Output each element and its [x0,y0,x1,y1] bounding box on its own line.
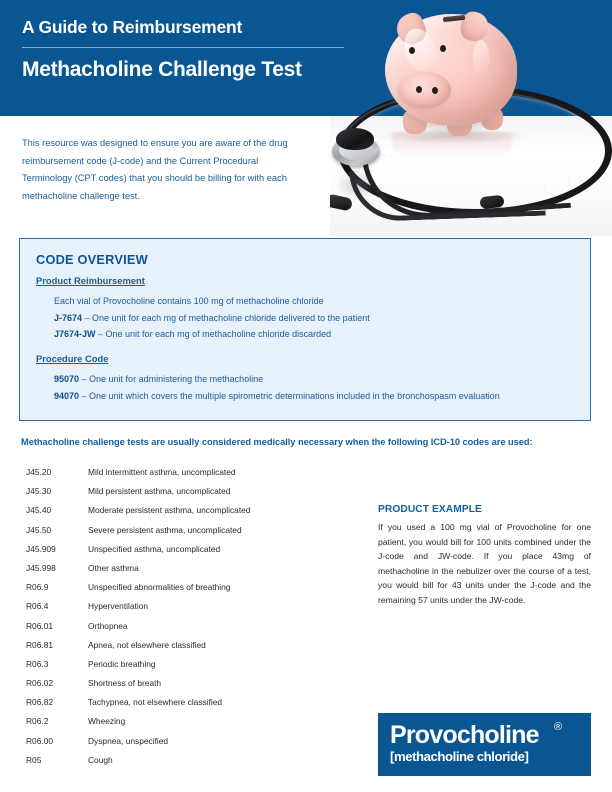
icd-code: R06.2 [26,716,49,727]
piggy-eye-left [409,47,415,54]
icd-description: Dyspnea, unspecified [88,735,169,746]
piggy-snout [399,72,451,108]
icd-description: Apnea, not elsewhere classified [88,639,206,650]
code-overview-panel [19,238,591,421]
table-row [26,678,346,697]
table-row [26,755,346,774]
code-line-text: – One unit for administering the methacholine [79,374,264,384]
icd-description: Unspecified asthma, uncomplicated [88,543,221,554]
chestpiece-bell [336,128,374,150]
code-line-code: 94070 [54,390,80,401]
piggy-eye-right [440,45,446,52]
icd-description: Severe persistent asthma, uncomplicated [88,524,242,535]
code-line-text: – One unit for each mg of methacholine chloride delivered to the patient [82,312,370,323]
icd-code: R06.02 [26,678,54,689]
piggy-nostril-right [432,87,438,94]
table-row [26,563,346,582]
code-line-text: – One unit which covers the multiple spirometric determinations included in the bronchospasm evaluation [79,390,500,401]
code-line-text: Each vial of Provocholine contains 100 mg of methacholine chloride [54,296,324,306]
icd-code: R06.01 [26,620,54,631]
page-title: Methacholine Challenge Test [22,58,302,81]
product-example-block [378,504,591,608]
hero-photo-piggy-bank-stethoscope [330,0,612,236]
icd-code: J45.50 [26,524,52,535]
icd-description: Hyperventilation [88,601,149,612]
icd-code: R06.4 [26,601,49,612]
icd-code: R06.9 [26,582,49,593]
icd-code: J45.30 [26,486,52,497]
code-line [36,388,576,405]
code-line-code: J-7674 [54,312,83,323]
icd-codes-table [26,467,346,774]
table-row [26,601,346,620]
icd-description: Tachypnea, not elsewhere classified [88,697,223,708]
table-row [26,736,346,755]
table-row [26,505,346,524]
table-row [26,697,346,716]
product-example-body: If you used a 100 mg vial of Provocholine for one patient, you would bill for 100 units combined under the J-code and JW-code. If you place 43mg of methacholine in the nebulizer over the course of a test, you would bill for 43 units under the J-code and the remaining 57 units under the JW-code. [378,522,591,605]
icd-code: R06.00 [26,735,54,746]
icd-code: J45.909 [26,543,56,554]
icd-code: J45.20 [26,467,52,477]
table-row [26,621,346,640]
icd-description: Mild intermittent asthma, uncomplicated [88,467,236,477]
icd-description: Periodic breathing [88,658,156,669]
logo-generic-name: [methacholine chloride] [390,749,529,764]
stethoscope-tube-right [349,165,546,223]
section-label-procedure-code: Procedure Code [36,353,109,364]
table-row [26,659,346,678]
table-row [26,640,346,659]
icd-description: Unspecified abnormalities of breathing [88,582,231,593]
section-label-product-reimbursement: Product Reimbursement [36,275,145,286]
piggy-nostril-left [416,86,422,93]
code-line [36,293,576,310]
code-line-code: J7674-JW [54,329,96,339]
icd-code: J45.998 [26,562,56,573]
icd-description: Shortness of breath [88,678,162,689]
registered-trademark-icon: ® [554,721,563,733]
icd-description: Moderate persistent asthma, uncomplicated [88,505,251,516]
code-overview-title: CODE OVERVIEW [36,252,148,267]
icd-code: R06.81 [26,639,54,650]
guide-eyebrow-title: A Guide to Reimbursement [22,17,243,37]
table-row [26,525,346,544]
product-example-title: PRODUCT EXAMPLE [378,504,482,515]
icd-description: Cough [88,754,113,765]
icd-code: R06.82 [26,697,54,708]
code-line-text: – One unit for each mg of methacholine chloride discarded [95,329,332,339]
header-divider-rule [22,47,344,48]
intro-paragraph: This resource was designed to ensure you are aware of the drug reimbursement code (J-code) and the Current Procedural Terminology (CPT codes) that you should be billing for with each methacholine challenge test. [22,138,288,201]
table-row [26,467,346,486]
provocholine-logo [378,713,591,776]
table-row [26,716,346,735]
code-section-procedure-code [36,353,576,404]
icd-code: R06.3 [26,658,49,669]
icd-code: R05 [26,754,42,765]
icd-description: Orthopnea [88,620,128,631]
logo-brand-name: Provocholine [390,721,539,749]
piggy-bank-icon [385,10,521,136]
code-line [36,371,576,388]
icd-code: J45.40 [26,505,52,516]
code-line [36,326,576,343]
icd-description: Wheezing [88,716,126,727]
code-section-product-reimbursement [36,275,576,343]
icd-description: Mild persistent asthma, uncomplicated [88,486,231,497]
code-line-code: 95070 [54,374,80,384]
icd-codes-heading: Methacholine challenge tests are usually considered medically necessary when the following ICD-10 codes are used: [21,437,533,447]
stethoscope-chestpiece [332,128,382,168]
header-text-group [22,16,352,83]
table-row [26,582,346,601]
icd-description: Other asthma [88,562,139,573]
table-row [26,544,346,563]
code-line [36,310,576,327]
piggy-gloss-highlight-secondary [473,40,489,76]
table-row [26,486,346,505]
